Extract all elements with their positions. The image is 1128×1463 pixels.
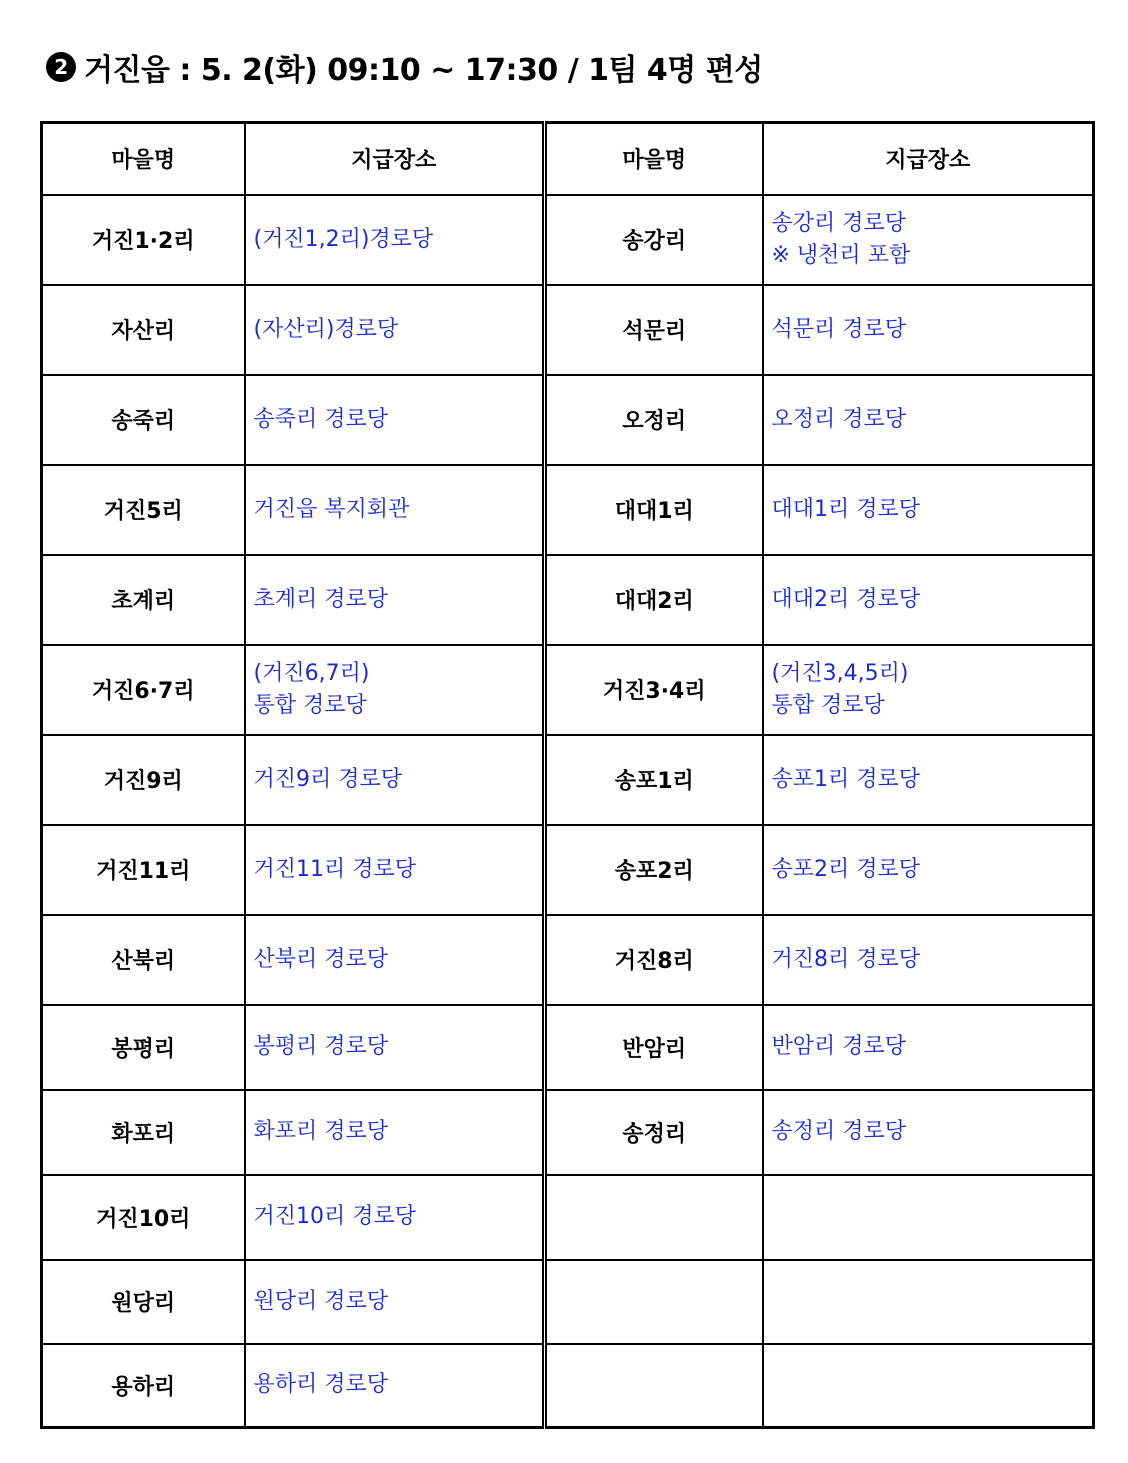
place-line: 오정리 경로당 xyxy=(771,406,907,432)
village-name-cell: 화포리 xyxy=(42,1090,245,1175)
village-name-cell: 송포1리 xyxy=(545,735,763,825)
table-row xyxy=(42,825,1094,915)
distribution-place-cell xyxy=(763,735,1094,825)
page-title xyxy=(46,45,763,89)
place-line: 대대2리 경로당 xyxy=(771,586,921,612)
table-row xyxy=(42,555,1094,645)
distribution-place-cell xyxy=(763,1344,1094,1428)
table-row xyxy=(42,735,1094,825)
place-line: (거진1,2리)경로당 xyxy=(253,226,434,252)
place-line: ※ 냉천리 포함 xyxy=(771,242,911,268)
place-line: 산북리 경로당 xyxy=(253,946,389,972)
distribution-place-cell xyxy=(245,375,545,465)
village-name-cell: 원당리 xyxy=(42,1260,245,1344)
village-name-cell xyxy=(545,1175,763,1260)
village-name-cell: 석문리 xyxy=(545,285,763,375)
distribution-place-cell xyxy=(763,1090,1094,1175)
table-row xyxy=(42,1175,1094,1260)
table-row xyxy=(42,465,1094,555)
village-name-cell: 용하리 xyxy=(42,1344,245,1428)
place-line: 거진8리 경로당 xyxy=(771,946,921,972)
place-line: 초계리 경로당 xyxy=(253,586,389,612)
village-name-cell: 송포2리 xyxy=(545,825,763,915)
village-name-cell xyxy=(545,1260,763,1344)
distribution-place-cell xyxy=(245,735,545,825)
place-line: 통합 경로당 xyxy=(253,692,367,718)
village-name-cell: 산북리 xyxy=(42,915,245,1005)
distribution-place-cell xyxy=(245,1090,545,1175)
place-line: (거진3,4,5리) xyxy=(771,660,909,686)
distribution-place-cell xyxy=(245,195,545,285)
distribution-place-cell xyxy=(245,645,545,735)
distribution-place-cell xyxy=(245,1344,545,1428)
place-line: 용하리 경로당 xyxy=(253,1372,389,1398)
header-distribution-place: 지급장소 xyxy=(763,123,1094,195)
village-name-cell: 송죽리 xyxy=(42,375,245,465)
village-name-cell: 송정리 xyxy=(545,1090,763,1175)
village-name-cell: 대대2리 xyxy=(545,555,763,645)
village-name-cell: 거진6·7리 xyxy=(42,645,245,735)
place-line: 화포리 경로당 xyxy=(253,1119,389,1144)
distribution-place-cell xyxy=(245,1175,545,1260)
distribution-place-cell xyxy=(763,285,1094,375)
table-row xyxy=(42,645,1094,735)
place-line: 원당리 경로당 xyxy=(253,1288,389,1314)
village-name-cell: 대대1리 xyxy=(545,465,763,555)
village-name-cell: 거진8리 xyxy=(545,915,763,1005)
village-name-cell: 거진11리 xyxy=(42,825,245,915)
village-name-cell: 초계리 xyxy=(42,555,245,645)
village-name-cell: 반암리 xyxy=(545,1005,763,1090)
header-village-name: 마을명 xyxy=(545,123,763,195)
place-line: 거진읍 복지회관 xyxy=(253,496,410,522)
distribution-place-cell xyxy=(245,465,545,555)
distribution-place-cell xyxy=(245,1005,545,1090)
distribution-place-cell xyxy=(763,465,1094,555)
village-name-cell: 거진9리 xyxy=(42,735,245,825)
distribution-place-cell xyxy=(763,375,1094,465)
distribution-place-cell xyxy=(245,915,545,1005)
village-name-cell: 거진10리 xyxy=(42,1175,245,1260)
village-name-cell: 거진5리 xyxy=(42,465,245,555)
place-line: 송강리 경로당 xyxy=(771,210,907,236)
place-line: 통합 경로당 xyxy=(771,692,885,718)
place-line: 대대1리 경로당 xyxy=(771,496,921,522)
place-line: 송정리 경로당 xyxy=(771,1119,907,1144)
distribution-place-cell xyxy=(245,1260,545,1344)
village-name-cell: 거진1·2리 xyxy=(42,195,245,285)
place-line: 거진9리 경로당 xyxy=(253,766,403,792)
table-header-row xyxy=(42,123,1094,195)
place-line: 거진10리 경로당 xyxy=(253,1204,416,1229)
village-name-cell: 송강리 xyxy=(545,195,763,285)
table-row xyxy=(42,915,1094,1005)
place-line: 송포1리 경로당 xyxy=(771,766,921,792)
table-row xyxy=(42,375,1094,465)
place-line: (거진6,7리) xyxy=(253,660,370,686)
header-distribution-place: 지급장소 xyxy=(245,123,545,195)
distribution-place-cell xyxy=(245,825,545,915)
place-line: 거진11리 경로당 xyxy=(253,856,416,882)
distribution-place-cell xyxy=(763,645,1094,735)
distribution-place-cell xyxy=(763,1260,1094,1344)
table-row xyxy=(42,195,1094,285)
page-title-text: 거진읍 : 5. 2(화) 09:10 ~ 17:30 / 1팀 4명 편성 xyxy=(84,53,763,88)
distribution-place-cell xyxy=(245,555,545,645)
village-name-cell: 거진3·4리 xyxy=(545,645,763,735)
place-line: 송포2리 경로당 xyxy=(771,856,921,882)
place-line: 송죽리 경로당 xyxy=(253,406,389,432)
header-village-name: 마을명 xyxy=(42,123,245,195)
place-line: 반암리 경로당 xyxy=(771,1034,907,1059)
distribution-place-cell xyxy=(763,825,1094,915)
table-row xyxy=(42,1090,1094,1175)
table-row xyxy=(42,1005,1094,1090)
table-row xyxy=(42,1344,1094,1428)
village-name-cell: 자산리 xyxy=(42,285,245,375)
distribution-schedule-table xyxy=(40,121,1095,1429)
distribution-place-cell xyxy=(763,555,1094,645)
distribution-place-cell xyxy=(763,915,1094,1005)
place-line: 석문리 경로당 xyxy=(771,316,907,342)
table-row xyxy=(42,1260,1094,1344)
distribution-place-cell xyxy=(245,285,545,375)
village-name-cell: 오정리 xyxy=(545,375,763,465)
place-line: 봉평리 경로당 xyxy=(253,1034,389,1059)
table-row xyxy=(42,285,1094,375)
distribution-place-cell xyxy=(763,195,1094,285)
village-name-cell xyxy=(545,1344,763,1428)
section-number-badge: 2 xyxy=(46,52,76,82)
village-name-cell: 봉평리 xyxy=(42,1005,245,1090)
distribution-place-cell xyxy=(763,1175,1094,1260)
distribution-place-cell xyxy=(763,1005,1094,1090)
place-line: (자산리)경로당 xyxy=(253,316,399,342)
